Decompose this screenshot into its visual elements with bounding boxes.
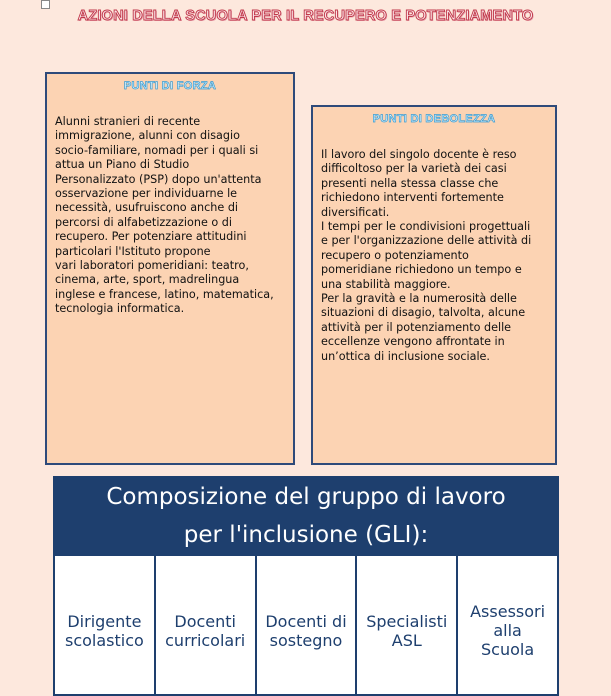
gli-member-label: Docenti curricolari [165, 612, 246, 650]
page-title: AZIONI DELLA SCUOLA PER IL RECUPERO E POTENZIAMENTO [77, 8, 534, 24]
gli-member-label: Dirigente scolastico [64, 612, 144, 650]
gli-members-row [53, 556, 559, 696]
weaknesses-text: Il lavoro del singolo docente è reso difficoltoso per la varietà dei casi presenti nella stessa classe che richiedono interventi fortemente diversificati. I tempi per le condivisioni progettuali e per l'organizzazione delle attività di recupero o potenziamento pomeridiane richiedono un tempo e una stabilità maggiore. Per la gravità e la numerosità delle situazioni di disagio, talvolta, alcune attività per il potenziamento delle eccellenze vengono affrontate in un’ottica di inclusione sociale. [321, 148, 532, 363]
gli-member-assessori [456, 556, 559, 696]
gli-member-docenti-curricolari [154, 556, 257, 696]
strengths-text: Alunni stranieri di recente immigrazione, alunni con disagio socio-familiare, nomadi per i quali si attua un Piano di Studio Personalizzato (PSP) dopo un'attenta osservazione per individuarne le necessità, usufruiscono anche di percorsi di alfabetizzazione o di recupero. Per potenziare attitudini particolari l'Istituto propone vari laboratori pomeridiani: teatro, cinema, arte, sport, madrelingua inglese e francese, latino, matematica, tecnologia informatica. [55, 115, 274, 316]
strengths-title: PUNTI DI FORZA [123, 80, 217, 92]
gli-title-line2: per l'inclusione (GLI): [183, 522, 429, 548]
gli-member-label: Specialisti ASL [366, 612, 448, 650]
gli-member-docenti-sostegno [255, 556, 358, 696]
strengths-panel [45, 72, 295, 465]
weaknesses-title: PUNTI DI DEBOLEZZA [372, 113, 496, 125]
weaknesses-panel [311, 105, 557, 465]
gli-title-line1: Composizione del gruppo di lavoro [106, 484, 506, 510]
gli-member-dirigente [53, 556, 156, 696]
gli-member-specialisti [355, 556, 458, 696]
gli-header [53, 476, 559, 558]
gli-member-label: Docenti di sostegno [265, 612, 347, 650]
gli-member-label: Assessori alla Scuola [470, 602, 546, 659]
